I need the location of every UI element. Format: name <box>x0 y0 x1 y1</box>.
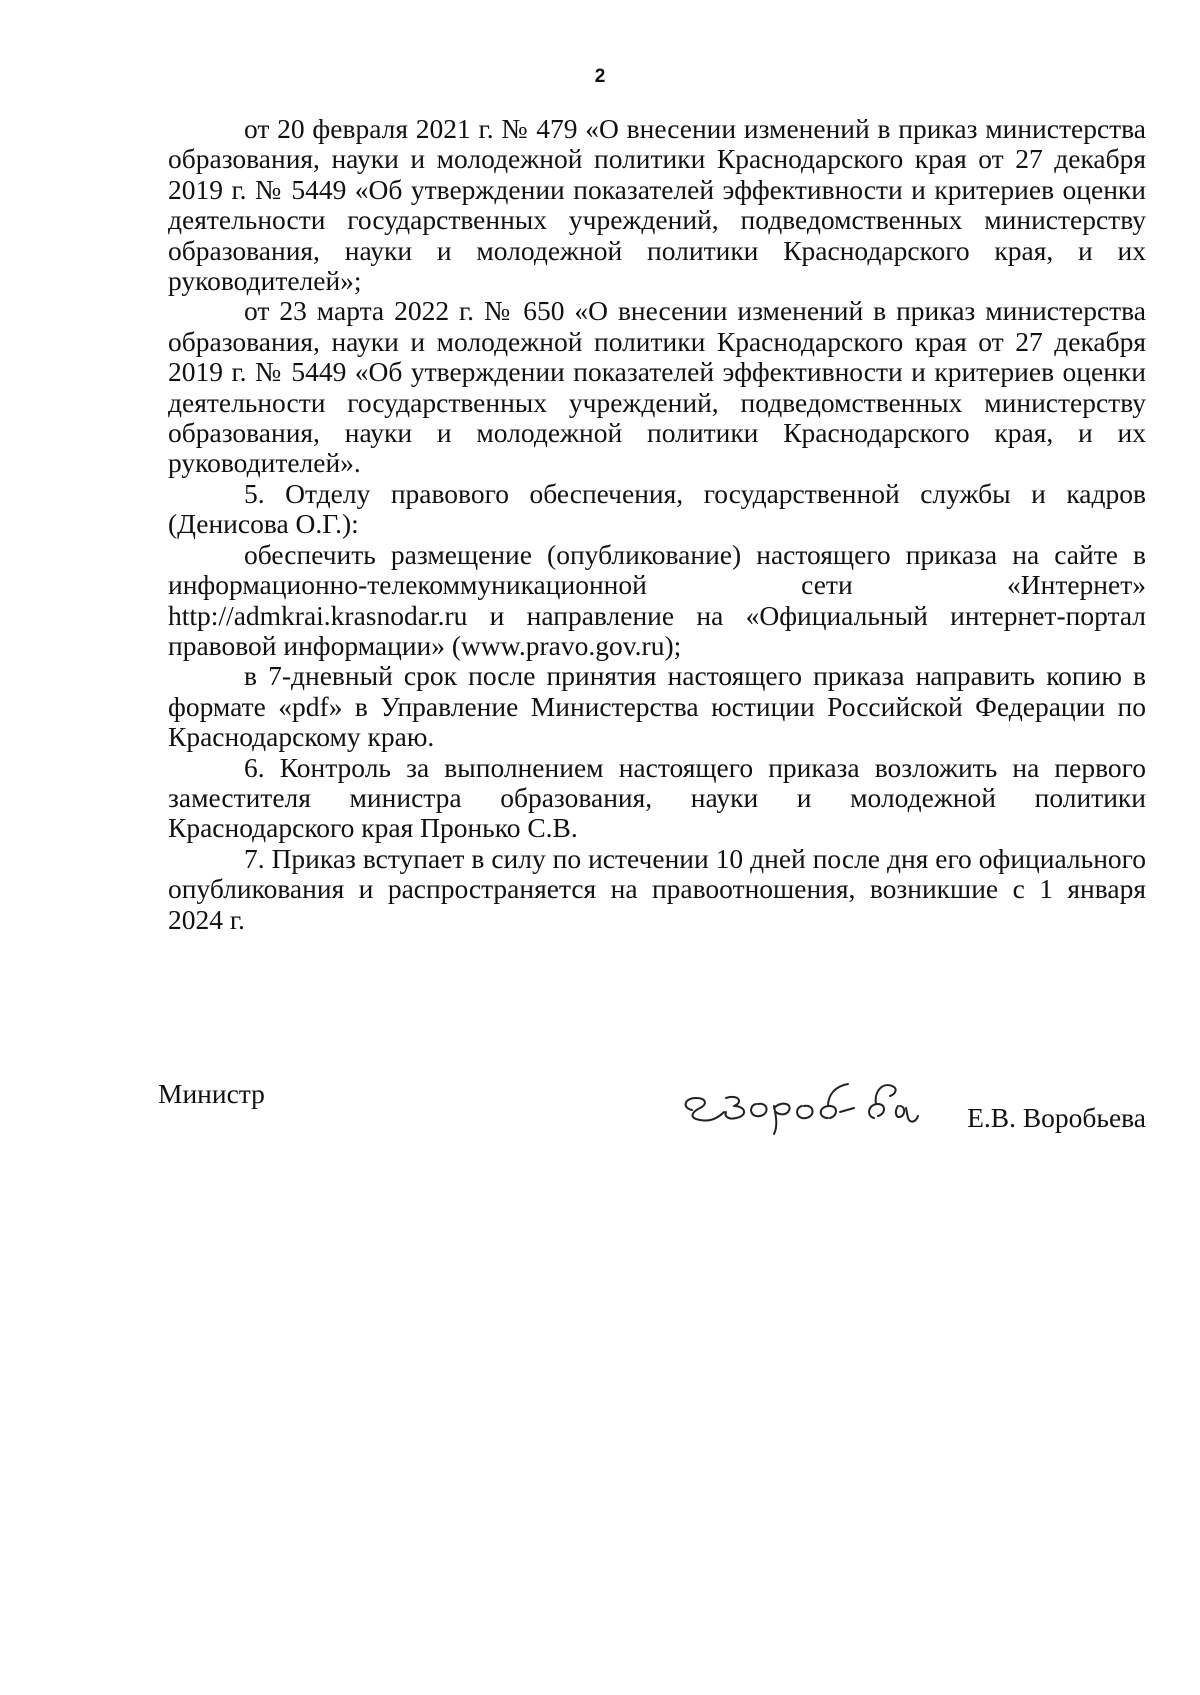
paragraph-publication: обеспечить размещение (опубликование) настоящего приказа на сайте в информационно-телекоммуникационной сети «Интернет» http://admkrai.krasnodar.ru и направление на «Официальный интернет-портал правовой информации» (www.pravo.gov.ru); <box>168 538 1146 661</box>
paragraph-order-650: от 23 марта 2022 г. № 650 «О внесении изменений в приказ министерства образования, науки и молодежной политики Краснодарского края от 27 декабря 2019 г. № 5449 «Об утверждении показателей эффективности и критериев оценки деятельности государственных учреждений, подведомственных министерству образования, науки и молодежной политики Краснодарского края, и их руководителей». <box>168 295 1146 479</box>
signature-block <box>158 1078 1146 1158</box>
paragraph-pdf-copy: в 7-дневный срок после принятия настоящего приказа направить копию в формате «pdf» в Управление Министерства юстиции Российской Федерации по Краснодарскому краю. <box>168 660 1146 753</box>
signatory-name: Е.В. Воробьева <box>967 1102 1146 1133</box>
signatory-title: Министр <box>158 1078 265 1109</box>
paragraph-item-5: 5. Отделу правового обеспечения, государственной службы и кадров (Денисова О.Г.): <box>168 477 1146 540</box>
document-body <box>168 114 1146 935</box>
paragraph-item-6: 6. Контроль за выполнением настоящего приказа возложить на первого заместителя министра образования, науки и молодежной политики Краснодарского края Пронько С.В. <box>168 751 1146 844</box>
handwritten-signature <box>678 1068 948 1138</box>
page-number: 2 <box>594 66 606 87</box>
paragraph-order-479: от 20 февраля 2021 г. № 479 «О внесении изменений в приказ министерства образования, науки и молодежной политики Краснодарского края от 27 декабря 2019 г. № 5449 «Об утверждении показателей эффективности и критериев оценки деятельности государственных учреждений, подведомственных министерству образования, науки и молодежной политики Краснодарского края, и их руководителей»; <box>168 113 1146 297</box>
paragraph-item-7: 7. Приказ вступает в силу по истечении 10 дней после дня его официального опубликования и распространяется на правоотношения, возникшие с 1 января 2024 г. <box>168 842 1146 935</box>
